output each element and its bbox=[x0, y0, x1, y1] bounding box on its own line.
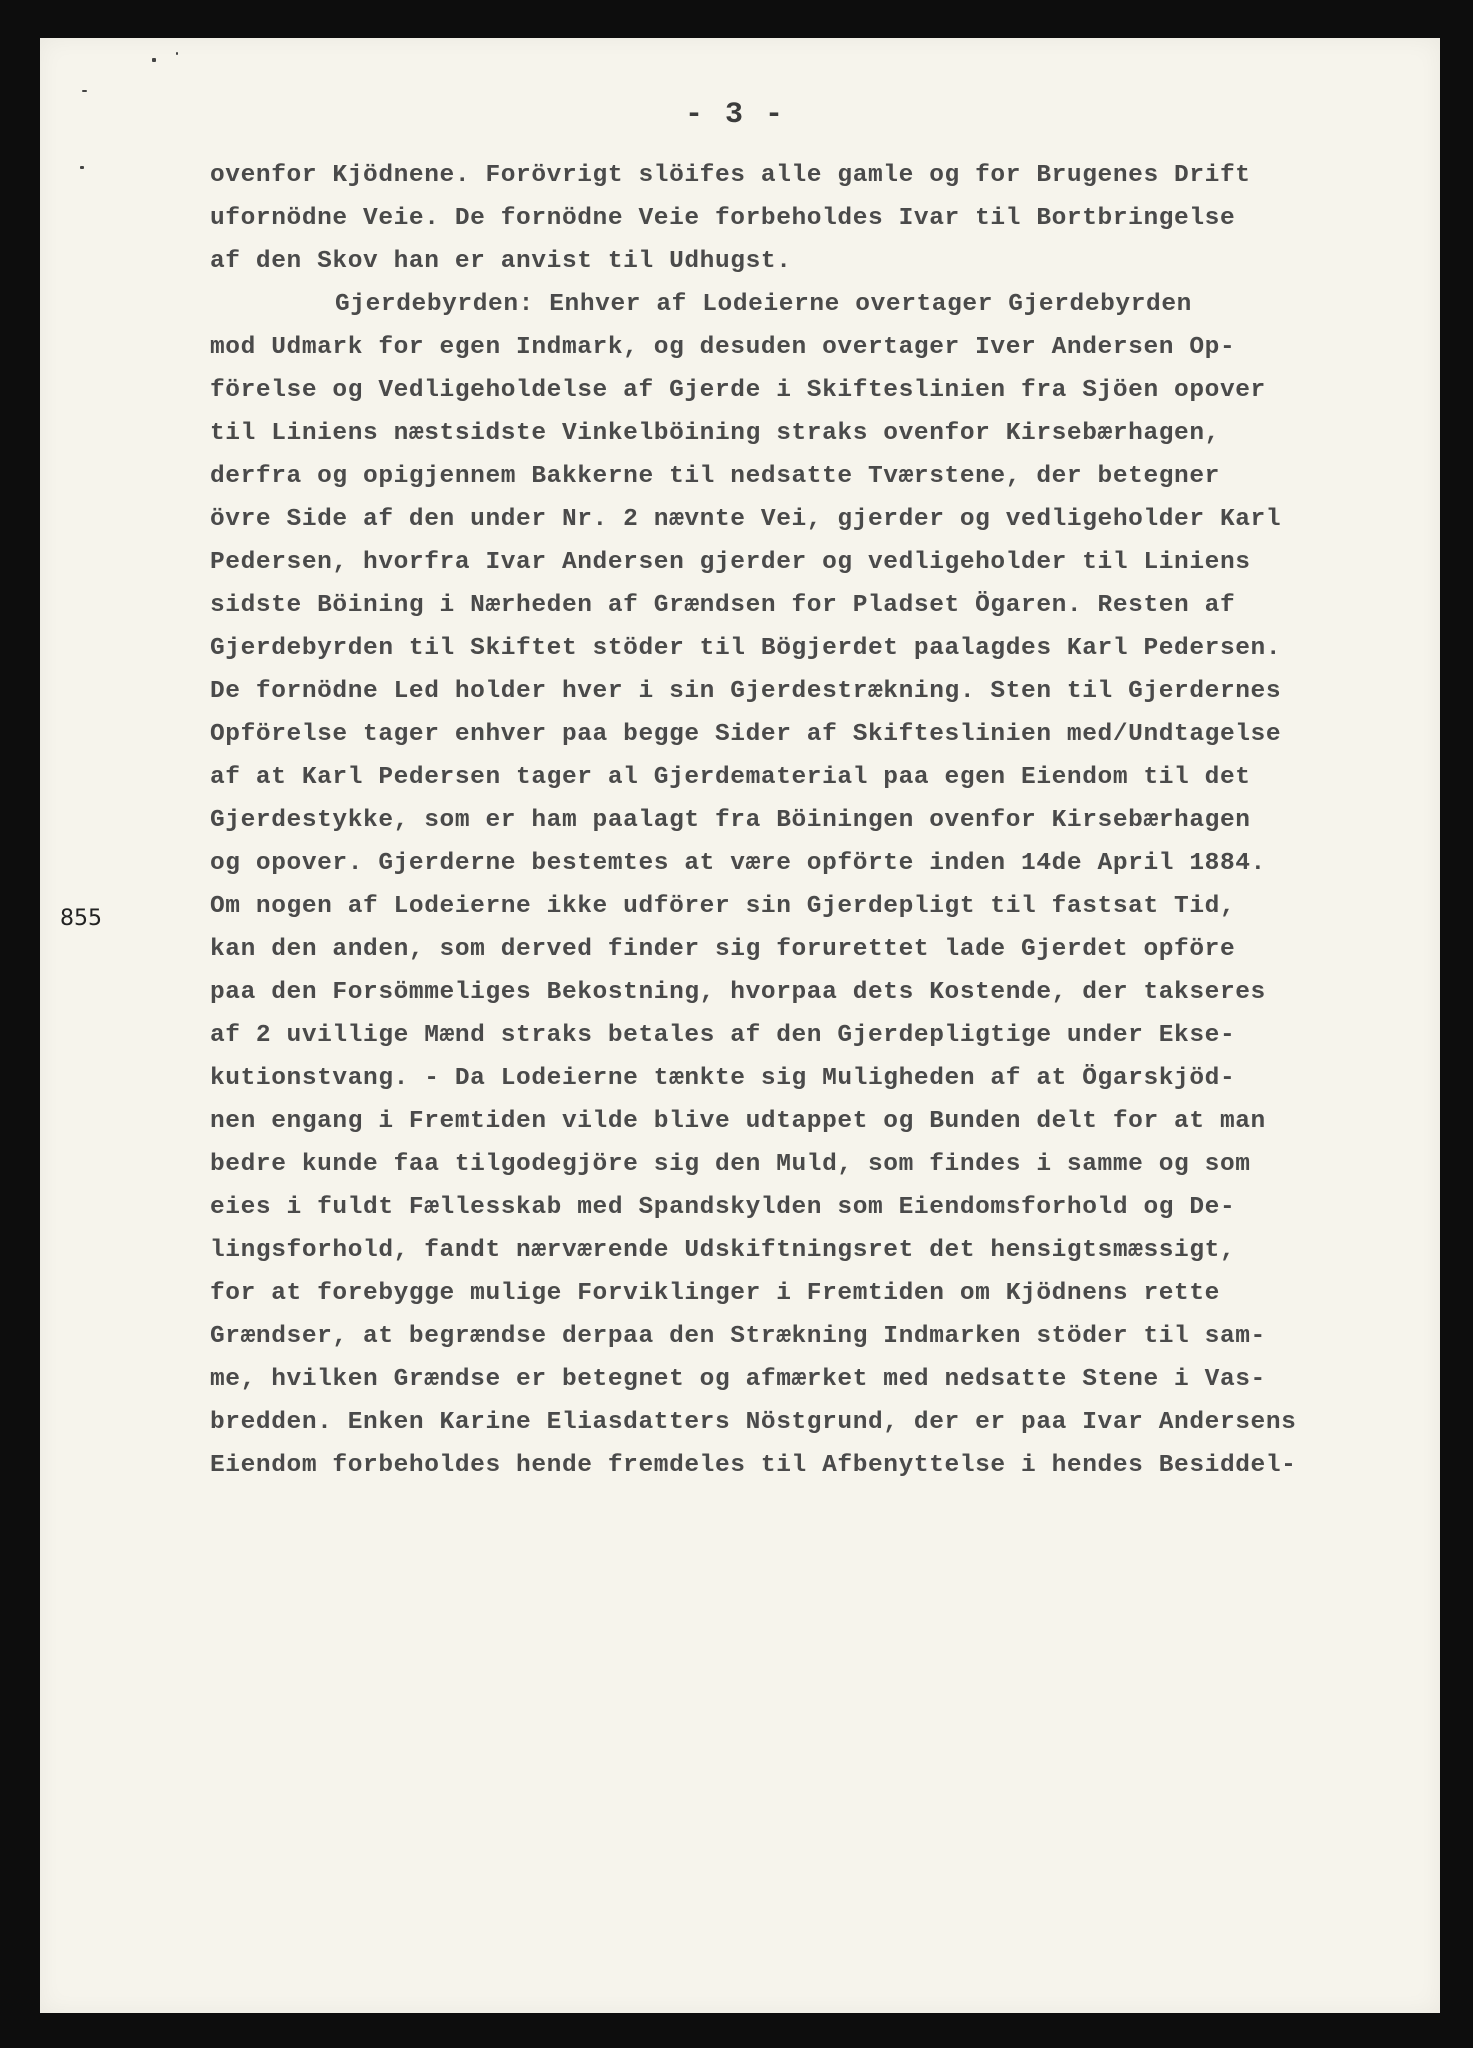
text-line: Om nogen af Lodeierne ikke udförer sin Gjerdepligt til fastsat Tid, bbox=[210, 893, 1236, 920]
text-line: me, hvilken Grændse er betegnet og afmærket med nedsatte Stene i Vas- bbox=[210, 1366, 1266, 1393]
speck bbox=[152, 58, 156, 62]
text-line: De fornödne Led holder hver i sin Gjerdestrækning. Sten til Gjerdernes bbox=[210, 678, 1282, 705]
text-line: af 2 uvillige Mænd straks betales af den Gjerdepligtige under Ekse- bbox=[210, 1022, 1236, 1049]
text-line: for at forebygge mulige Forviklinger i Fremtiden om Kjödnens rette bbox=[210, 1280, 1220, 1307]
text-line: til Liniens næstsidste Vinkelböining straks ovenfor Kirsebærhagen, bbox=[210, 420, 1220, 447]
text-line: sidste Böining i Nærheden af Grændsen for Pladset Ögaren. Resten af bbox=[210, 592, 1236, 619]
text-line: paa den Forsömmeliges Bekostning, hvorpaa dets Kostende, der takseres bbox=[210, 979, 1266, 1006]
text-line: Gjerdebyrden: Enhver af Lodeierne overtager Gjerdebyrden bbox=[335, 291, 1192, 318]
text-line: Gjerdebyrden til Skiftet stöder til Bögjerdet paalagdes Karl Pedersen. bbox=[210, 635, 1282, 662]
text-line: bredden. Enken Karine Eliasdatters Nöstgrund, der er paa Ivar Andersens bbox=[210, 1409, 1297, 1436]
text-line: förelse og Vedligeholdelse af Gjerde i Skifteslinien fra Sjöen opover bbox=[210, 377, 1266, 404]
text-line: mod Udmark for egen Indmark, og desuden overtager Iver Andersen Op- bbox=[210, 334, 1236, 361]
text-line: övre Side af den under Nr. 2 nævnte Vei, gjerder og vedligeholder Karl bbox=[210, 506, 1282, 533]
text-line: Pedersen, hvorfra Ivar Andersen gjerder og vedligeholder til Liniens bbox=[210, 549, 1251, 576]
speck bbox=[82, 90, 87, 92]
text-line: Gjerdestykke, som er ham paalagt fra Böiningen ovenfor Kirsebærhagen bbox=[210, 807, 1251, 834]
page-number: - 3 - bbox=[684, 98, 785, 132]
margin-number: 855 bbox=[60, 906, 102, 931]
text-line: kutionstvang. - Da Lodeierne tænkte sig Muligheden af at Ögarskjöd- bbox=[210, 1065, 1236, 1092]
text-line: og opover. Gjerderne bestemtes at være opförte inden 14de April 1884. bbox=[210, 850, 1266, 877]
text-line: Eiendom forbeholdes hende fremdeles til Afbenyttelse i hendes Besiddel- bbox=[210, 1452, 1297, 1479]
document-page bbox=[40, 38, 1440, 2013]
text-line: af at Karl Pedersen tager al Gjerdematerial paa egen Eiendom til det bbox=[210, 764, 1251, 791]
text-line: ovenfor Kjödnene. Forövrigt slöifes alle gamle og for Brugenes Drift bbox=[210, 162, 1251, 189]
speck bbox=[176, 52, 178, 55]
speck bbox=[80, 166, 84, 169]
text-line: bedre kunde faa tilgodegjöre sig den Muld, som findes i samme og som bbox=[210, 1151, 1251, 1178]
text-line: lingsforhold, fandt nærværende Udskiftningsret det hensigtsmæssigt, bbox=[210, 1237, 1236, 1264]
text-line: nen engang i Fremtiden vilde blive udtappet og Bunden delt for at man bbox=[210, 1108, 1266, 1135]
text-line: eies i fuldt Fællesskab med Spandskylden som Eiendomsforhold og De- bbox=[210, 1194, 1236, 1221]
text-line: ufornödne Veie. De fornödne Veie forbeholdes Ivar til Bortbringelse bbox=[210, 205, 1236, 232]
text-line: derfra og opigjennem Bakkerne til nedsatte Tværstene, der betegner bbox=[210, 463, 1220, 490]
text-line: Opförelse tager enhver paa begge Sider af Skifteslinien med/Undtagelse bbox=[210, 721, 1282, 748]
text-line: kan den anden, som derved finder sig forurettet lade Gjerdet opföre bbox=[210, 936, 1236, 963]
text-line: af den Skov han er anvist til Udhugst. bbox=[210, 248, 792, 275]
text-line: Grændser, at begrændse derpaa den Strækning Indmarken stöder til sam- bbox=[210, 1323, 1266, 1350]
